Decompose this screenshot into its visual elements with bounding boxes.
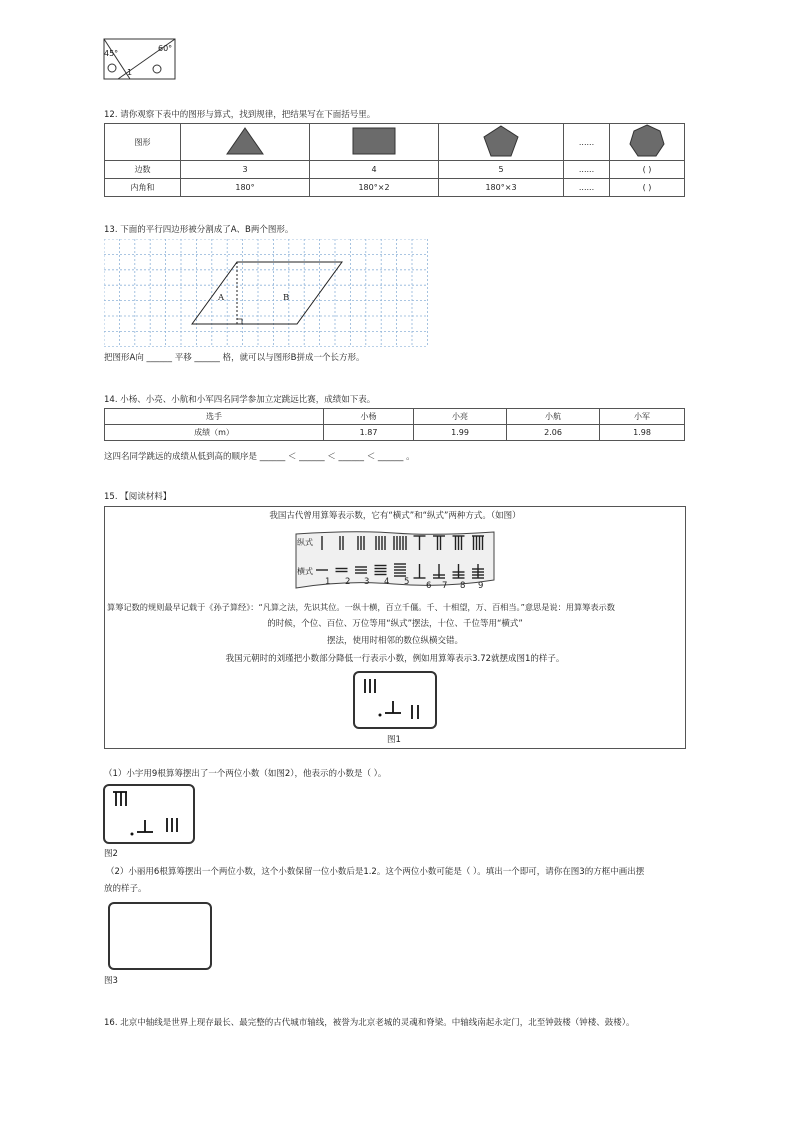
rod-digit: 6 [426,581,432,591]
rod-digit: 4 [384,577,390,587]
q14-header: 选手 [105,409,324,425]
pentagon-shape [439,124,564,161]
reading-line-4: 摆法，使用时相邻的数位纵横交错。 [326,636,463,646]
reading-line-3: 的时候，个位、百位、万位等用“纵式”摆法，十位、千位等用“横式” [267,619,523,629]
q12-row-label-angles: 内角和 [105,179,181,197]
q14-score: 1.98 [600,425,685,441]
q12-angles-cell: 180°×2 [310,179,439,197]
angle-45-label: 45° [104,49,119,58]
q15-title: 15. 【阅读材料】 [104,492,172,502]
rod-digit: 7 [442,581,448,591]
q12-angles-cell: 180°×3 [439,179,564,197]
q12-angles-cell: ...... [564,179,610,197]
q13-grid-figure [104,239,428,347]
angle-1-label: 1 [127,68,133,77]
q12-row-label-sides: 边数 [105,161,181,179]
square-shape [310,124,439,161]
q14-score: 1.99 [414,425,507,441]
angle-60-label: 60° [158,44,173,53]
q14-header: 小亮 [414,409,507,425]
figure-2-rods [105,786,193,842]
q12-ellipsis-shape: ...... [564,124,610,161]
heng-label: 横式 [297,567,313,576]
rod-digit: 3 [364,577,370,587]
q15-sub2-line1: （2）小丽用6根算筹摆出一个两位小数，这个小数保留一位小数后是1.2。这个两位小数可能是（ ）。填出一个即可，请你在图3的方框中画出摆 [106,867,645,877]
rod-digit: 2 [345,577,351,587]
q14-score: 1.87 [324,425,414,441]
q14-prompt: 14. 小杨、小亮、小航和小军四名同学参加立定跳远比赛，成绩如下表。 [104,395,376,405]
q14-header: 小杨 [324,409,414,425]
q13-label-b: B [283,293,290,303]
heptagon-shape [610,124,685,161]
q12-sides-cell: ...... [564,161,610,179]
triangle-shape [181,124,310,161]
q13-label-a: A [218,293,225,303]
q15-sub1: （1）小宇用9根算筹摆出了一个两位小数（如图2），他表示的小数是（ ）。 [104,769,387,779]
q16-prompt: 16. 北京中轴线是世界上现存最长、最完整的古代城市轴线，被誉为北京老城的灵魂和脊梁。中轴线南起永定门，北至钟鼓楼（钟楼、鼓楼）。 [104,1018,635,1028]
q12-row-label-shape: 图形 [105,124,181,161]
q14-score: 2.06 [507,425,600,441]
reading-line-2: 算筹记数的规则最早记载于《孙子算经》：“凡算之法，先识其位。一纵十横，百立千僵。千、十相望，万、百相当。”意思是说：用算筹表示数 [107,602,615,612]
rod-digit-row [318,576,498,591]
q13-answer-line: 把图形A向 ______ 平移 ______ 格，就可以与图形B拼成一个长方形。 [104,353,365,363]
rod-digit: 1 [325,577,331,587]
q15-sub2-line2: 放的样子。 [104,884,147,894]
zong-label: 纵式 [297,538,313,547]
figure-3-answer-box[interactable] [108,902,212,970]
q14-answer-line: 这四名同学跳远的成绩从低到高的顺序是 ______ ＜ ______ ＜ ______ ＜ ______ 。 [104,452,415,462]
figure-1-rods [355,673,435,727]
q13-prompt: 13. 下面的平行四边形被分割成了A、B两个图形。 [104,225,294,235]
q14-header: 小航 [507,409,600,425]
figure-2-caption: 图2 [104,849,118,859]
q14-header: 小军 [600,409,685,425]
q12-sides-cell: 4 [310,161,439,179]
q12-sides-cell: 3 [181,161,310,179]
rod-digit: 9 [478,581,484,591]
rod-digit: 5 [404,577,410,587]
reading-line-1: 我国古代曾用算筹表示数，它有“横式”和“纵式”两种方式。（如图） [269,511,521,521]
q12-angles-cell: 180° [181,179,310,197]
q14-row-label: 成绩（m） [105,425,324,441]
rod-digit: 8 [460,581,466,591]
q12-prompt: 12. 请你观察下表中的图形与算式，找到规律，把结果写在下面括号里。 [104,110,376,120]
q12-table [104,123,685,197]
figure-1-caption: 图1 [387,735,401,745]
figure-3-caption: 图3 [104,976,118,986]
q12-sides-answer[interactable]: ( ) [610,161,685,179]
q14-table [104,408,685,441]
q12-sides-cell: 5 [439,161,564,179]
reading-line-5: 我国元朝时的刘瑾把小数部分降低一行表示小数，例如用算筹表示3.72就摆成图1的样子。 [225,654,565,664]
q12-angles-answer[interactable]: ( ) [610,179,685,197]
